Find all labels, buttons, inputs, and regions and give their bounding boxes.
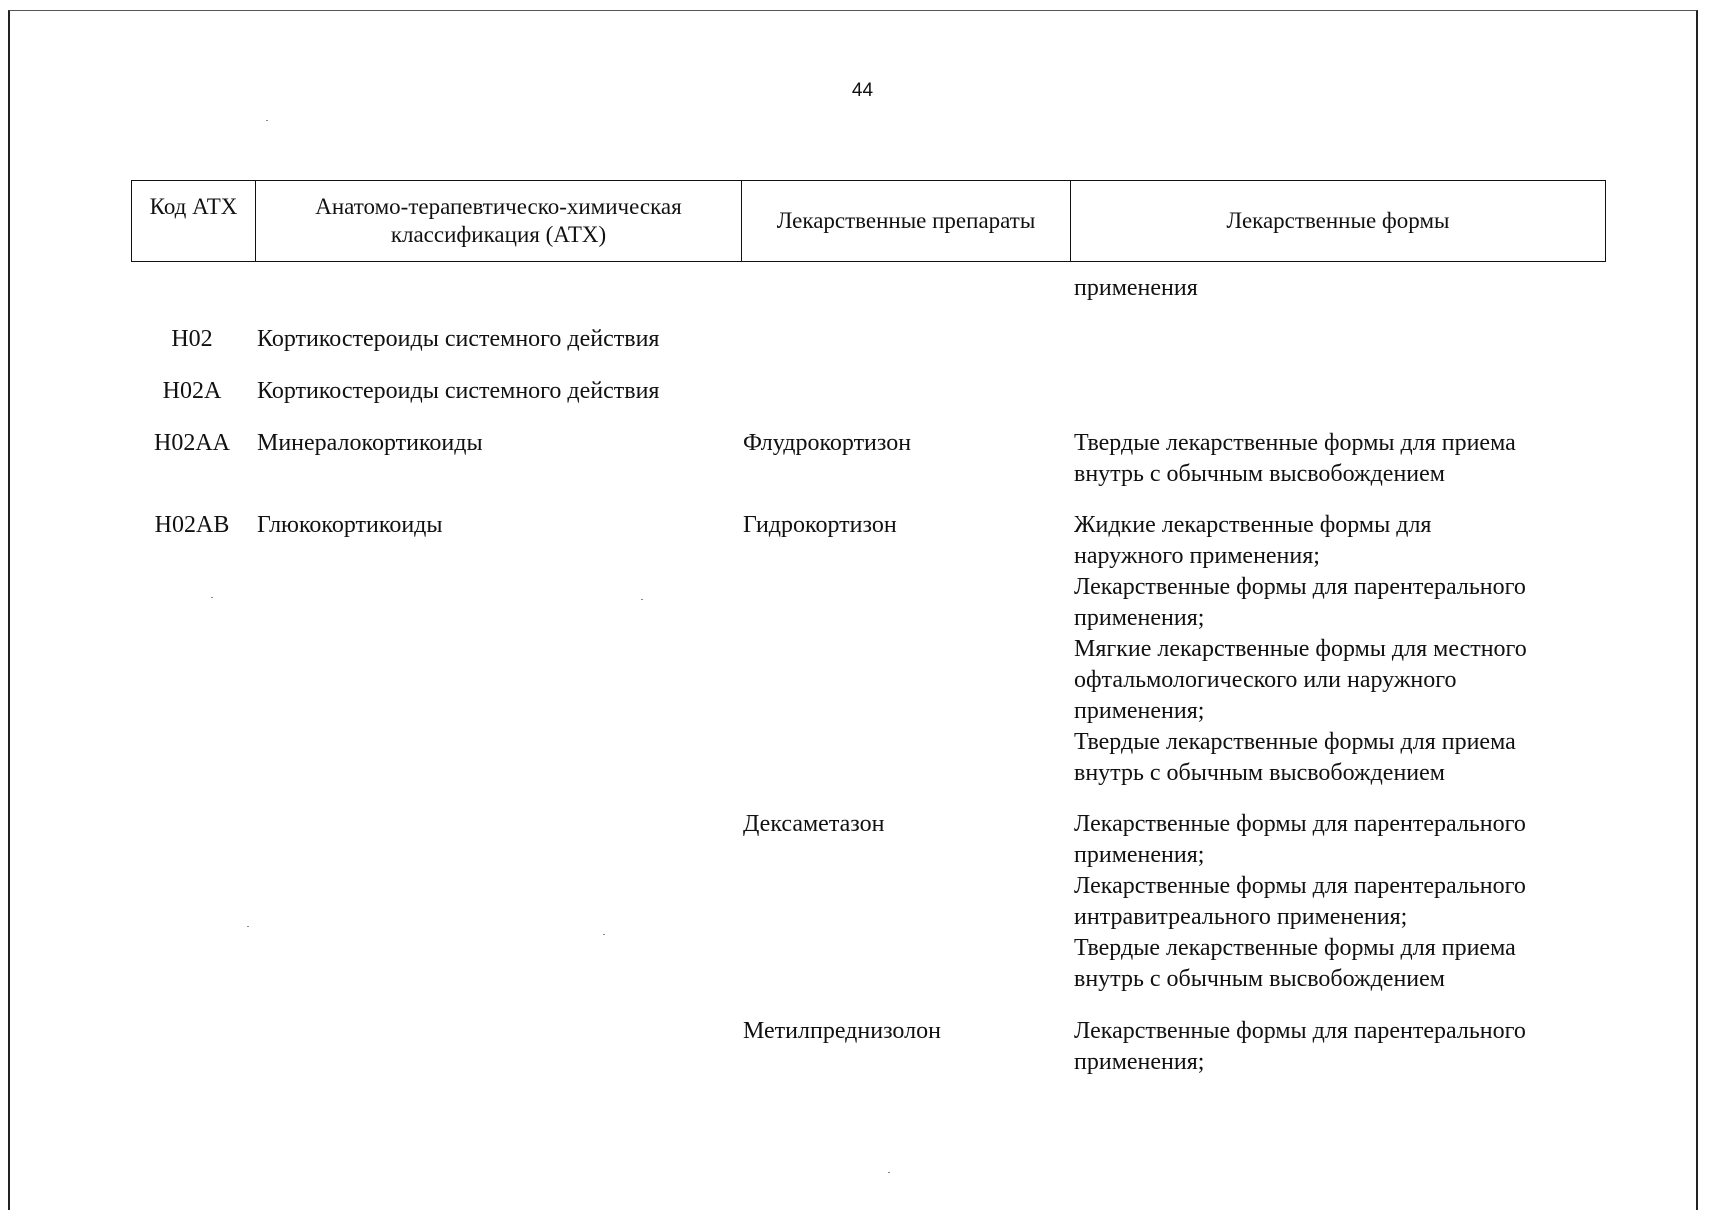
form-line: внутрь с обычным высвобождением	[1074, 760, 1445, 786]
form-line: Твердые лекарственные формы для приема	[1074, 729, 1516, 755]
form-line: офтальмологического или наружного	[1074, 667, 1457, 693]
form-line: внутрь с обычным высвобождением	[1074, 461, 1445, 487]
header-code: Код АТХ	[149, 194, 238, 219]
form-line: Лекарственные формы для парентерального	[1074, 574, 1526, 600]
scan-speck	[603, 934, 605, 935]
page-number: 44	[851, 80, 874, 101]
header-forms: Лекарственные формы	[1226, 208, 1450, 233]
table-row-classification: Глюкокортикоиды	[257, 512, 443, 538]
scan-speck	[888, 1172, 890, 1173]
form-line: Лекарственные формы для парентерального	[1074, 811, 1526, 837]
form-line: применения;	[1074, 698, 1205, 724]
scan-speck	[211, 597, 213, 598]
form-line: интравитреального применения;	[1074, 904, 1408, 930]
table-row-drug: Флудрокортизон	[743, 430, 912, 456]
table-row-drug: Гидрокортизон	[743, 512, 897, 538]
table-row-classification: Кортикостероиды системного действия	[257, 378, 660, 404]
header-forms-cell	[1071, 181, 1605, 261]
form-line: наружного применения;	[1074, 543, 1320, 569]
form-line: Твердые лекарственные формы для приема	[1074, 430, 1516, 456]
header-classification-line2: классификация (АТХ)	[390, 222, 607, 247]
header-drugs: Лекарственные препараты	[776, 208, 1036, 233]
form-line: применения;	[1074, 1049, 1205, 1075]
table-row-forms	[1074, 428, 1614, 490]
table-row-code: H02	[171, 326, 213, 352]
table-row-code: H02AB	[154, 512, 230, 538]
header-code-cell	[132, 181, 256, 261]
header-drugs-cell	[742, 181, 1071, 261]
form-line: Твердые лекарственные формы для приема	[1074, 935, 1516, 961]
form-line: применения;	[1074, 605, 1205, 631]
form-line: Жидкие лекарственные формы для	[1074, 512, 1432, 538]
form-line: Лекарственные формы для парентерального	[1074, 1018, 1526, 1044]
form-line: внутрь с обычным высвобождением	[1074, 966, 1445, 992]
scan-speck	[641, 599, 643, 600]
header-classification-cell	[256, 181, 742, 261]
table-row-forms	[1074, 1016, 1614, 1078]
table-row-code: H02A	[162, 378, 222, 404]
table-row-forms	[1074, 809, 1614, 995]
form-line: Лекарственные формы для парентерального	[1074, 873, 1526, 899]
continuation-text: применения	[1074, 275, 1198, 301]
form-line: Мягкие лекарственные формы для местного	[1074, 636, 1527, 662]
table-row-classification: Минералокортикоиды	[257, 430, 483, 456]
form-line: применения;	[1074, 842, 1205, 868]
table-header	[131, 180, 1606, 262]
scan-speck	[266, 120, 268, 121]
table-row-classification: Кортикостероиды системного действия	[257, 326, 660, 352]
table-row-code: H02AA	[154, 430, 230, 456]
header-classification-line1: Анатомо-терапевтическо-химическая	[315, 194, 682, 219]
table-row-drug: Метилпреднизолон	[743, 1018, 941, 1044]
table-row-forms	[1074, 510, 1614, 789]
table-row-drug: Дексаметазон	[743, 811, 885, 837]
scan-speck	[247, 926, 249, 927]
